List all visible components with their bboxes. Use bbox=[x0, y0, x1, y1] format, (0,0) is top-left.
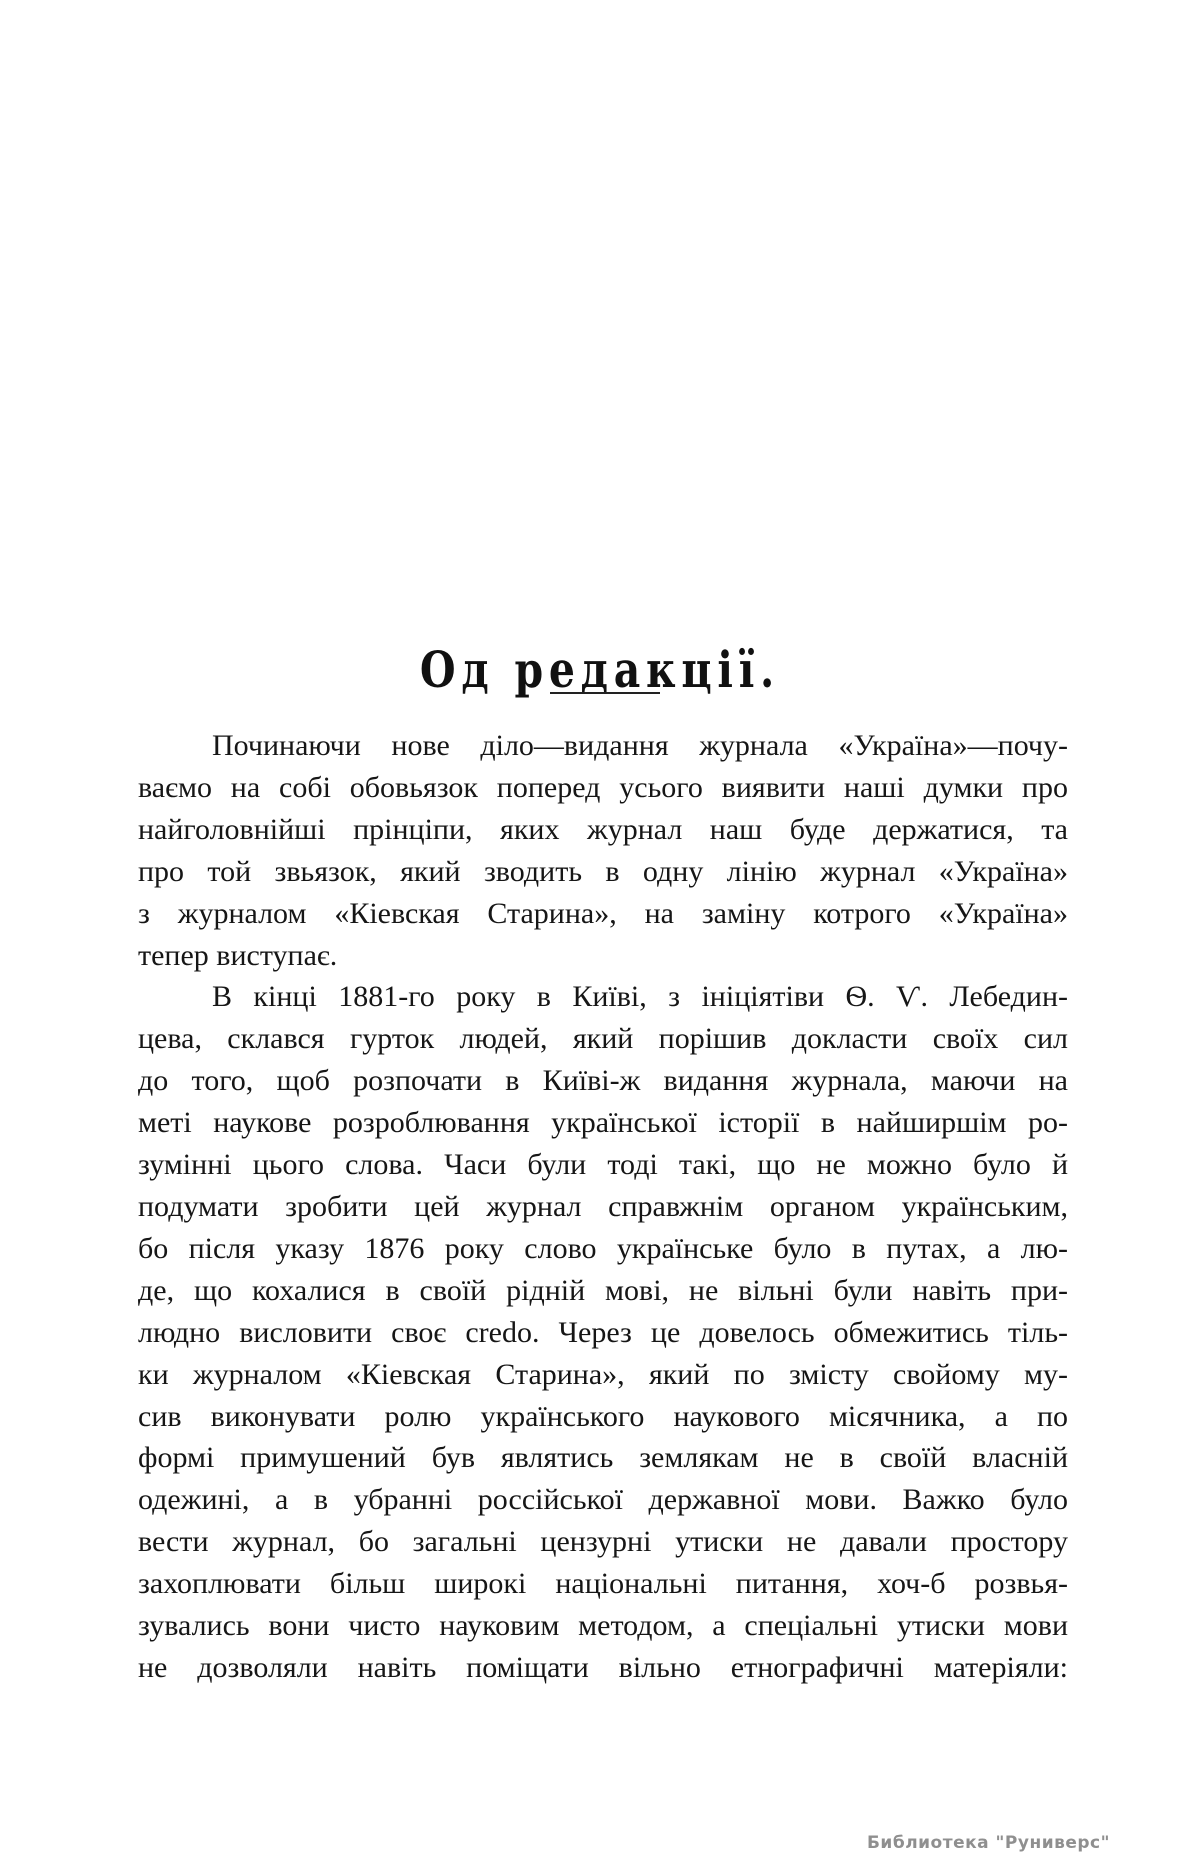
text-line: цева, склався гурток людей, який порішив докласти своїх сил bbox=[138, 1022, 1068, 1056]
text-line: сив виконувати ролю українського наукового місячника, а по bbox=[138, 1399, 1068, 1433]
text-line: до того, щоб розпочати в Київі-ж видання журнала, маючи на bbox=[138, 1064, 1068, 1098]
text-line: зумінні цього слова. Часи були тоді такі, що не можно було й bbox=[138, 1148, 1068, 1182]
text-line: формі примушений був являтись землякам не в своїй власній bbox=[138, 1441, 1068, 1475]
text-line: з журналом «Кіевская Старина», на заміну котрого «Україна» bbox=[138, 896, 1068, 930]
text-line: де, що кохалися в своїй рідній мові, не вільні були навіть при- bbox=[138, 1273, 1068, 1307]
title-divider bbox=[550, 692, 660, 694]
text-line: подумати зробити цей журнал справжнім органом українським, bbox=[138, 1189, 1068, 1223]
text-line: В кінці 1881-го року в Київі, з ініціятіви Ѳ. Ѵ. Лебедин- bbox=[212, 980, 1068, 1014]
body-text bbox=[138, 725, 1068, 1689]
text-line: тепер виступає. bbox=[138, 938, 338, 972]
text-line: одежині, а в убранні россійської державної мови. Важко було bbox=[138, 1483, 1068, 1517]
text-line: найголовнійші прінціпи, яких журнал наш буде держатися, та bbox=[138, 812, 1068, 846]
text-line: про той звьязок, який зводить в одну лінію журнал «Україна» bbox=[138, 854, 1068, 888]
library-watermark: Библиотека "Руниверс" bbox=[866, 1833, 1110, 1853]
text-line: людно висловити своє credo. Через це довелось обмежитись тіль- bbox=[138, 1315, 1068, 1349]
text-line: ваємо на собі обовьязок поперед усього виявити наші думки про bbox=[138, 770, 1068, 804]
text-line: ки журналом «Кіевская Старина», який по змісту свойому му- bbox=[138, 1357, 1068, 1391]
paragraph-2 bbox=[138, 976, 1068, 1688]
text-line: вести журнал, бо загальні цензурні утиски не давали простору bbox=[138, 1525, 1068, 1559]
text-line: бо після указу 1876 року слово українське було в путах, а лю- bbox=[138, 1231, 1068, 1265]
text-line: Починаючи нове діло—видання журнала «Україна»—почу- bbox=[212, 729, 1068, 762]
page-title: Од редакції. bbox=[419, 639, 781, 699]
text-line: не дозволяли навіть поміщати вільно етнографичні матеріяли: bbox=[138, 1650, 1068, 1684]
paragraph-1 bbox=[138, 725, 1068, 976]
text-line: захоплювати більш широкі національні питання, хоч-б розвья- bbox=[138, 1567, 1068, 1601]
text-line: зувались вони чисто науковим методом, а спеціальні утиски мови bbox=[138, 1609, 1068, 1643]
text-line: меті наукове розроблювання української історії в найширшім ро- bbox=[138, 1106, 1068, 1140]
